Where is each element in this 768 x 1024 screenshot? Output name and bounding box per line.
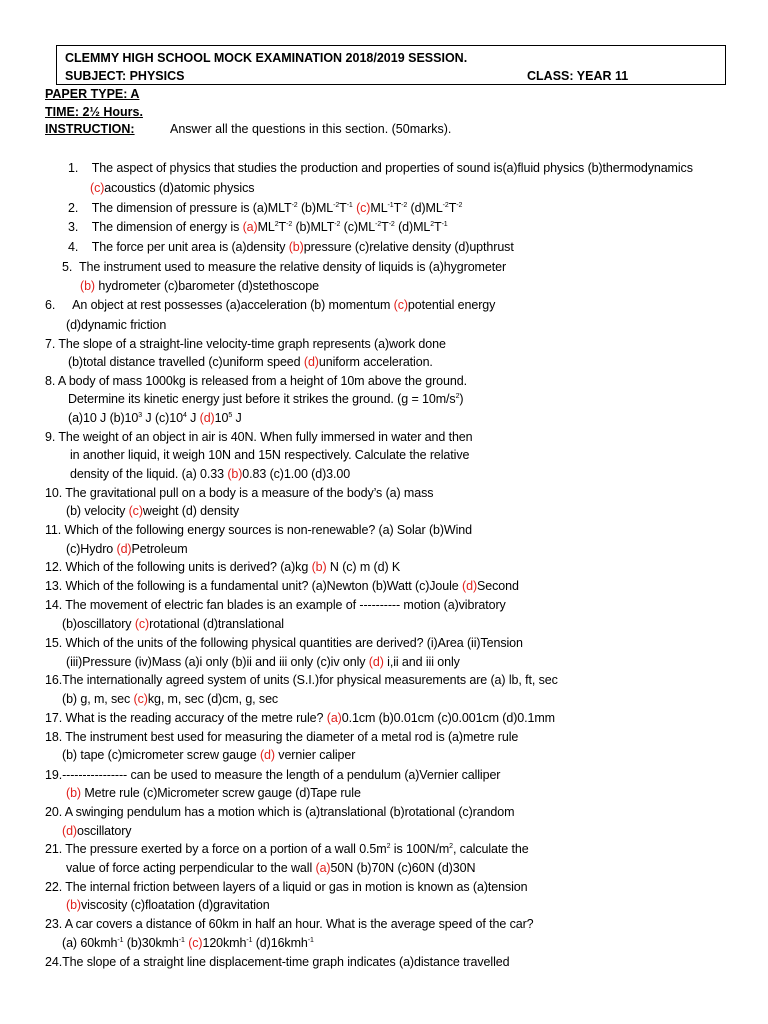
- question-text: in another liquid, it weigh 10N and 15N respectively. Calculate the relative: [70, 448, 470, 462]
- superscript: -2: [334, 220, 341, 228]
- question-23-options: [62, 936, 314, 950]
- question-number: 1.: [68, 161, 79, 175]
- question-14-options: [62, 617, 284, 631]
- question-text: An object at rest possesses (a)acceleration (b) momentum: [72, 298, 394, 312]
- superscript: 2: [386, 842, 391, 850]
- option-text: T: [381, 220, 389, 234]
- option-text: 0.83 (c)1.00 (d)3.00: [242, 467, 351, 481]
- question-21: [45, 842, 529, 856]
- question-text: 10. The gravitational pull on a body is a measure of the body’s (a) mass: [45, 486, 434, 500]
- option-text: hydrometer (c)barometer (d)stethoscope: [94, 279, 319, 293]
- option-text: viscosity (c)floatation (d)gravitation: [80, 898, 270, 912]
- superscript: -2: [375, 220, 382, 228]
- superscript: 2: [430, 220, 435, 228]
- question-8-line-2: [68, 392, 463, 406]
- question-11-options: [66, 542, 188, 556]
- answer-mark: (d): [116, 542, 132, 556]
- option-text: 0.1cm (b)0.01cm (c)0.001cm (d)0.1mm: [341, 711, 555, 725]
- superscript: -1: [246, 936, 253, 944]
- question-20-options: [62, 824, 131, 838]
- option-text: rotational (d)translational: [149, 617, 284, 631]
- option-text: T: [434, 220, 442, 234]
- question-8: [45, 374, 467, 388]
- superscript: -1: [441, 220, 448, 228]
- option-text: T: [393, 201, 402, 215]
- question-text: 8. A body of mass 1000kg is released from a height of 10m above the ground.: [45, 374, 467, 388]
- option-text: (b) velocity: [66, 504, 129, 518]
- option-text: pressure (c)relative density (d)upthrust: [303, 240, 514, 254]
- question-text: 14. The movement of electric fan blades is an example of ---------- motion (a)vibratory: [45, 598, 506, 612]
- option-text: (d)ML: [407, 201, 443, 215]
- question-8-options: [68, 411, 242, 425]
- option-text: J (c)10: [142, 411, 183, 425]
- option-text: (c)Hydro: [66, 542, 117, 556]
- option-text: kg, m, sec (d)cm, g, sec: [147, 692, 279, 706]
- option-text: 10: [214, 411, 229, 425]
- option-text: (b) g, m, sec: [62, 692, 134, 706]
- question-text: The dimension of energy is: [91, 220, 243, 234]
- option-text: T: [339, 201, 347, 215]
- question-text: density of the liquid. (a) 0.33: [70, 467, 228, 481]
- question-1: [68, 161, 693, 175]
- superscript: -2: [291, 201, 298, 209]
- question-text: ): [459, 392, 464, 406]
- question-14: [45, 598, 506, 612]
- option-text: (d)16kmh: [252, 936, 308, 950]
- question-text: 16.The internationally agreed system of units (S.I.)for physical measurements are (a) lb, ft, sec: [45, 673, 558, 687]
- answer-mark: (b): [66, 786, 81, 800]
- paper-type: PAPER TYPE: A: [45, 87, 140, 101]
- answer-mark: (c): [393, 298, 408, 312]
- question-9: [45, 430, 473, 444]
- answer-mark: (d): [303, 355, 319, 369]
- superscript: -2: [286, 220, 293, 228]
- superscript: -2: [456, 201, 463, 209]
- question-20: [45, 805, 514, 819]
- question-1-options: [90, 181, 254, 195]
- question-19-options: [66, 786, 361, 800]
- question-number: 3.: [68, 220, 79, 234]
- question-text: 24.The slope of a straight line displacement-time graph indicates (a)distance travelled: [45, 955, 510, 969]
- question-text: Determine its kinetic energy just before it strikes the ground. (g = 10m/s: [68, 392, 456, 406]
- answer-mark: (c): [188, 936, 203, 950]
- answer-mark: (a): [315, 861, 331, 875]
- superscript: 5: [228, 411, 233, 419]
- option-text: (b)total distance travelled (c)uniform speed: [68, 355, 304, 369]
- question-12: [45, 560, 400, 574]
- question-number: 4.: [68, 240, 79, 254]
- question-18-options: [62, 748, 355, 762]
- question-text: 7. The slope of a straight-line velocity-time graph represents (a)work done: [45, 337, 446, 351]
- question-text: 11. Which of the following energy sources is non-renewable? (a) Solar (b)Wind: [45, 523, 472, 537]
- answer-mark: (b): [66, 898, 81, 912]
- time-allowed: TIME: 2½ Hours.: [45, 105, 143, 119]
- question-text: 21. The pressure exerted by a force on a portion of a wall 0.5m: [45, 842, 387, 856]
- question-text: 22. The internal friction between layers of a liquid or gas in motion is known as (a)tension: [45, 880, 528, 894]
- option-text: (c)ML: [340, 220, 376, 234]
- answer-mark: (c): [133, 692, 148, 706]
- option-text: (b)ML: [297, 201, 334, 215]
- question-2: [68, 201, 462, 215]
- answer-mark: (a): [326, 711, 342, 725]
- answer-mark: (c): [352, 201, 371, 215]
- option-text: oscillatory: [76, 824, 132, 838]
- question-23: [45, 917, 534, 931]
- question-text: is 100N/m: [390, 842, 450, 856]
- answer-mark: (b): [288, 240, 304, 254]
- answer-mark: (b): [227, 467, 243, 481]
- option-text: (d)dynamic friction: [66, 318, 167, 332]
- option-text: (b)MLT: [292, 220, 335, 234]
- question-9-line-2: [70, 448, 469, 462]
- superscript: -2: [442, 201, 449, 209]
- question-15: [45, 636, 523, 650]
- answer-mark: (b): [311, 560, 327, 574]
- option-text: J: [232, 411, 242, 425]
- option-text: T: [278, 220, 287, 234]
- option-text: uniform acceleration.: [318, 355, 433, 369]
- superscript: -2: [333, 201, 340, 209]
- option-text: vernier caliper: [274, 748, 356, 762]
- question-22-options: [66, 898, 270, 912]
- option-text: Second: [477, 579, 519, 593]
- question-3: [68, 220, 448, 234]
- option-text: T: [448, 201, 457, 215]
- question-7: [45, 337, 446, 351]
- option-text: ML: [370, 201, 388, 215]
- question-text: The instrument used to measure the relative density of liquids is (a)hygrometer: [78, 260, 507, 274]
- option-text: (a)10 J (b)10: [68, 411, 139, 425]
- question-4: [68, 240, 514, 254]
- question-text: 20. A swinging pendulum has a motion which is (a)translational (b)rotational (c)random: [45, 805, 515, 819]
- question-5-options: [80, 279, 319, 293]
- answer-mark: (d): [462, 579, 478, 593]
- answer-mark: (d): [368, 655, 384, 669]
- option-text: (b)30kmh: [123, 936, 179, 950]
- question-number: 5.: [62, 260, 73, 274]
- question-text: 13. Which of the following is a fundamental unit? (a)Newton (b)Watt (c)Joule: [45, 579, 463, 593]
- option-text: Petroleum: [131, 542, 188, 556]
- exam-title: CLEMMY HIGH SCHOOL MOCK EXAMINATION 2018/2019 SESSION.: [65, 51, 468, 65]
- answer-mark: (d): [62, 824, 77, 838]
- question-15-options: [66, 655, 460, 669]
- question-10: [45, 486, 433, 500]
- question-number: 2.: [68, 201, 79, 215]
- option-text: acoustics (d)atomic physics: [104, 181, 255, 195]
- superscript: 2: [274, 220, 279, 228]
- option-text: potential energy: [407, 298, 496, 312]
- question-text: value of force acting perpendicular to the wall: [66, 861, 316, 875]
- question-5: [62, 260, 506, 274]
- superscript: 2: [455, 392, 460, 400]
- answer-mark: (d): [199, 411, 215, 425]
- superscript: 4: [182, 411, 187, 419]
- option-text: 120kmh: [202, 936, 247, 950]
- question-text: The aspect of physics that studies the production and properties of sound is(a)fluid physics (b)thermodynamics: [91, 161, 693, 175]
- superscript: -1: [346, 201, 353, 209]
- option-text: (iii)Pressure (iv)Mass (a)i only (b)ii and iii only (c)iv only: [66, 655, 369, 669]
- exam-header-box: [56, 45, 726, 85]
- option-text: Metre rule (c)Micrometer screw gauge (d)Tape rule: [80, 786, 361, 800]
- question-text: 15. Which of the units of the following physical quantities are derived? (i)Area (ii)Tension: [45, 636, 523, 650]
- superscript: -1: [307, 936, 314, 944]
- option-text: (d)ML: [394, 220, 431, 234]
- superscript: -1: [178, 936, 185, 944]
- option-text: 50N (b)70N (c)60N (d)30N: [330, 861, 476, 875]
- question-text: The dimension of pressure is (a)MLT: [91, 201, 292, 215]
- instruction-text: Answer all the questions in this section. (50marks).: [170, 122, 452, 136]
- question-10-options: [66, 504, 239, 518]
- question-19: [45, 768, 500, 782]
- question-number: 6.: [45, 298, 56, 312]
- answer-mark: (a): [242, 220, 258, 234]
- superscript: 2: [449, 842, 453, 850]
- answer-mark: (b): [80, 279, 95, 293]
- instruction-label: INSTRUCTION:: [45, 122, 135, 136]
- answer-mark: (c): [134, 617, 150, 631]
- subject-label: SUBJECT: PHYSICS: [65, 69, 185, 83]
- question-6: [45, 298, 495, 312]
- question-13: [45, 579, 519, 593]
- superscript: -1: [117, 936, 124, 944]
- option-text: ML: [257, 220, 275, 234]
- question-17: [45, 711, 555, 725]
- question-text: 12. Which of the following units is derived? (a)kg: [45, 560, 312, 574]
- option-text: (a) 60kmh: [62, 936, 118, 950]
- question-16-options: [62, 692, 278, 706]
- question-text: , calculate the: [452, 842, 529, 856]
- superscript: 3: [138, 411, 143, 419]
- option-text: N (c) m (d) K: [326, 560, 401, 574]
- question-22: [45, 880, 528, 894]
- answer-mark: (c): [128, 504, 143, 518]
- question-9-options: [70, 467, 350, 481]
- question-24: [45, 955, 509, 969]
- question-text: 18. The instrument best used for measuring the diameter of a metal rod is (a)metre rule: [45, 730, 519, 744]
- option-text: (b)oscillatory: [62, 617, 135, 631]
- answer-mark: (d): [259, 748, 275, 762]
- question-18: [45, 730, 518, 744]
- answer-mark: (c): [90, 181, 105, 195]
- superscript: -2: [401, 201, 408, 209]
- question-7-options: [68, 355, 433, 369]
- option-text: J: [186, 411, 200, 425]
- class-label: CLASS: YEAR 11: [527, 69, 629, 83]
- question-11: [45, 523, 472, 537]
- question-text: 9. The weight of an object in air is 40N. When fully immersed in water and then: [45, 430, 473, 444]
- question-6-options: [66, 318, 166, 332]
- option-text: weight (d) density: [142, 504, 240, 518]
- option-text: i,ii and iii only: [383, 655, 460, 669]
- superscript: -1: [387, 201, 394, 209]
- superscript: -2: [388, 220, 395, 228]
- question-text: 17. What is the reading accuracy of the metre rule?: [45, 711, 327, 725]
- question-text: The force per unit area is (a)density: [91, 240, 289, 254]
- question-21-options: [66, 861, 475, 875]
- question-text: 23. A car covers a distance of 60km in half an hour. What is the average speed of the car?: [45, 917, 534, 931]
- question-16: [45, 673, 558, 687]
- question-text: 19.---------------- can be used to measure the length of a pendulum (a)Vernier calliper: [45, 768, 501, 782]
- option-text: (b) tape (c)micrometer screw gauge: [62, 748, 260, 762]
